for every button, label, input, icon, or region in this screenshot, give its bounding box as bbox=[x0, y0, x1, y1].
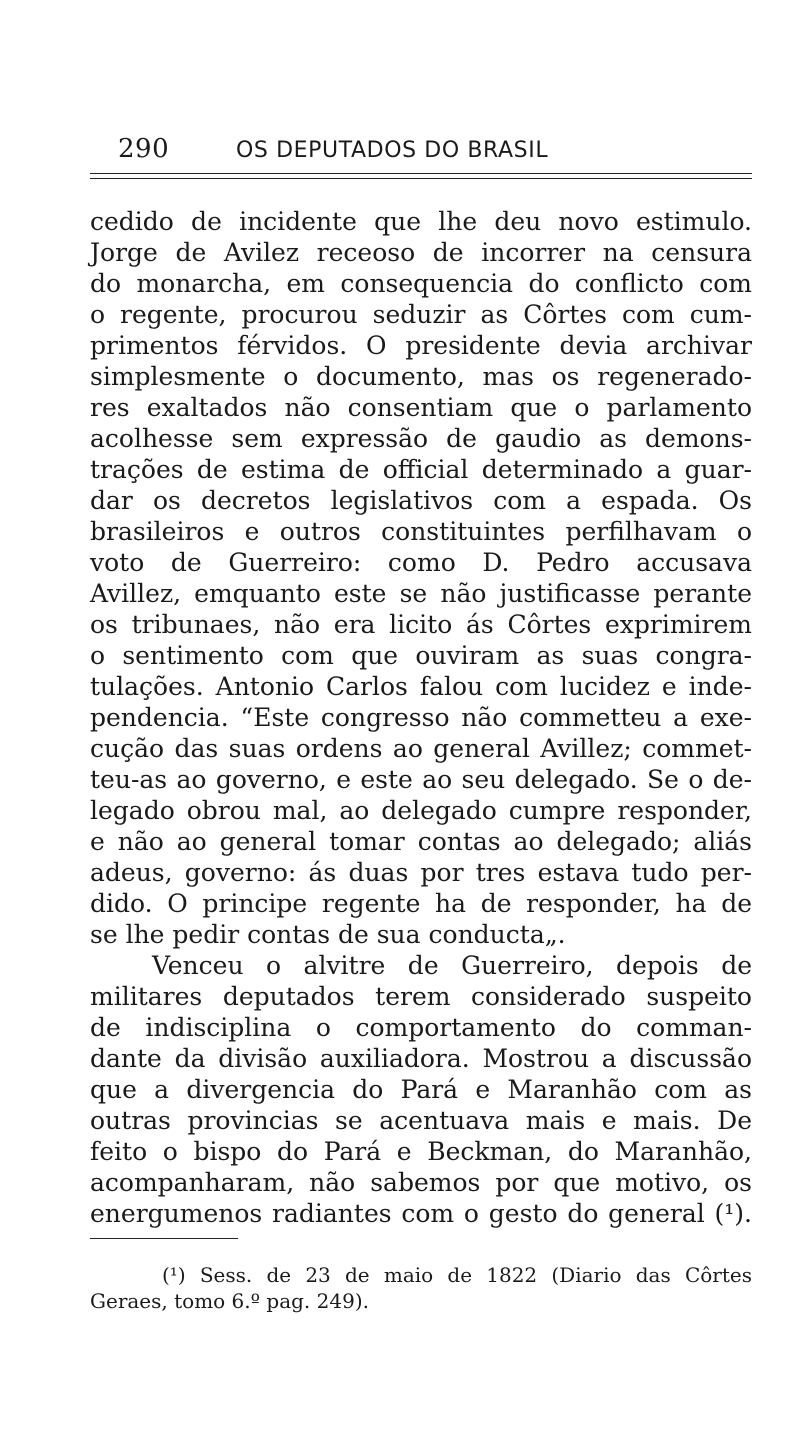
text-line: de indisciplina o comportamento do comman- bbox=[90, 1013, 752, 1042]
header-rule-thin bbox=[90, 178, 752, 179]
footnote-line: Geraes, tomo 6.º pag. 249). bbox=[90, 1289, 369, 1313]
text-line: trações de estima de official determinado a guar- bbox=[90, 455, 752, 484]
text-line: simplesmente o documento, mas os regenerado- bbox=[90, 362, 752, 391]
text-line: os tribunaes, não era licito ás Côrtes exprimirem bbox=[90, 610, 752, 639]
text-line: acompanharam, não sabemos por que motivo, os bbox=[90, 1168, 752, 1197]
running-title: OS DEPUTADOS DO BRASIL bbox=[236, 138, 549, 163]
text-line: acolhesse sem expressão de gaudio as demons- bbox=[90, 424, 752, 453]
text-line: do monarcha, em consequencia do conflicto com bbox=[90, 269, 752, 298]
text-line: que a divergencia do Pará e Maranhão com as bbox=[90, 1075, 752, 1104]
header-rule bbox=[90, 173, 752, 174]
text-line: res exaltados não consentiam que o parlamento bbox=[90, 393, 752, 422]
text-line: dar os decretos legislativos com a espada. Os bbox=[90, 486, 752, 515]
text-line: Jorge de Avilez receoso de incorrer na censura bbox=[90, 238, 752, 267]
text-line: brasileiros e outros constituintes perfilhavam o bbox=[90, 517, 752, 546]
text-line: dido. O principe regente ha de responder, ha de bbox=[90, 889, 752, 918]
page-number: 290 bbox=[118, 134, 170, 164]
text-line: dante da divisão auxiliadora. Mostrou a discussão bbox=[90, 1044, 752, 1073]
text-line: cedido de incidente que lhe deu novo estimulo. bbox=[90, 207, 752, 236]
text-line: Venceu o alvitre de Guerreiro, depois de bbox=[152, 951, 752, 980]
text-line: cução das suas ordens ao general Avillez; commet- bbox=[90, 734, 752, 763]
text-line: legado obrou mal, ao delegado cumpre responder, bbox=[90, 796, 752, 825]
text-line: pendencia. “Este congresso não commetteu a exe- bbox=[90, 703, 752, 732]
text-line: e não ao general tomar contas ao delegado; aliás bbox=[90, 827, 752, 856]
text-line: outras provincias se acentuava mais e mais. De bbox=[90, 1106, 752, 1135]
text-line: energumenos radiantes com o gesto do general (¹). bbox=[90, 1199, 752, 1228]
text-line: tulações. Antonio Carlos falou com lucidez e inde- bbox=[90, 672, 752, 701]
text-line: Avillez, emquanto este se não justificasse perante bbox=[90, 579, 752, 608]
text-line: voto de Guerreiro: como D. Pedro accusava bbox=[90, 548, 752, 577]
footnotes bbox=[90, 1262, 752, 1314]
text-line: militares deputados terem considerado suspeito bbox=[90, 982, 752, 1011]
text-line: feito o bispo do Pará e Beckman, do Maranhão, bbox=[90, 1137, 752, 1166]
text-line: o sentimento com que ouviram as suas congra- bbox=[90, 641, 752, 670]
text-line: o regente, procurou seduzir as Côrtes com cum- bbox=[90, 300, 752, 329]
text-line: se lhe pedir contas de sua conducta„. bbox=[90, 920, 566, 949]
page-header bbox=[90, 134, 752, 174]
text-line: primentos férvidos. O presidente devia archivar bbox=[90, 331, 752, 360]
body-text bbox=[90, 206, 752, 1229]
text-line: adeus, governo: ás duas por tres estava tudo per- bbox=[90, 858, 752, 887]
text-line: teu-as ao governo, e este ao seu delegado. Se o de- bbox=[90, 765, 752, 794]
footnote-line: (¹) Sess. de 23 de maio de 1822 (Diario das Côrtes bbox=[162, 1263, 752, 1287]
footnote-rule bbox=[90, 1238, 238, 1239]
